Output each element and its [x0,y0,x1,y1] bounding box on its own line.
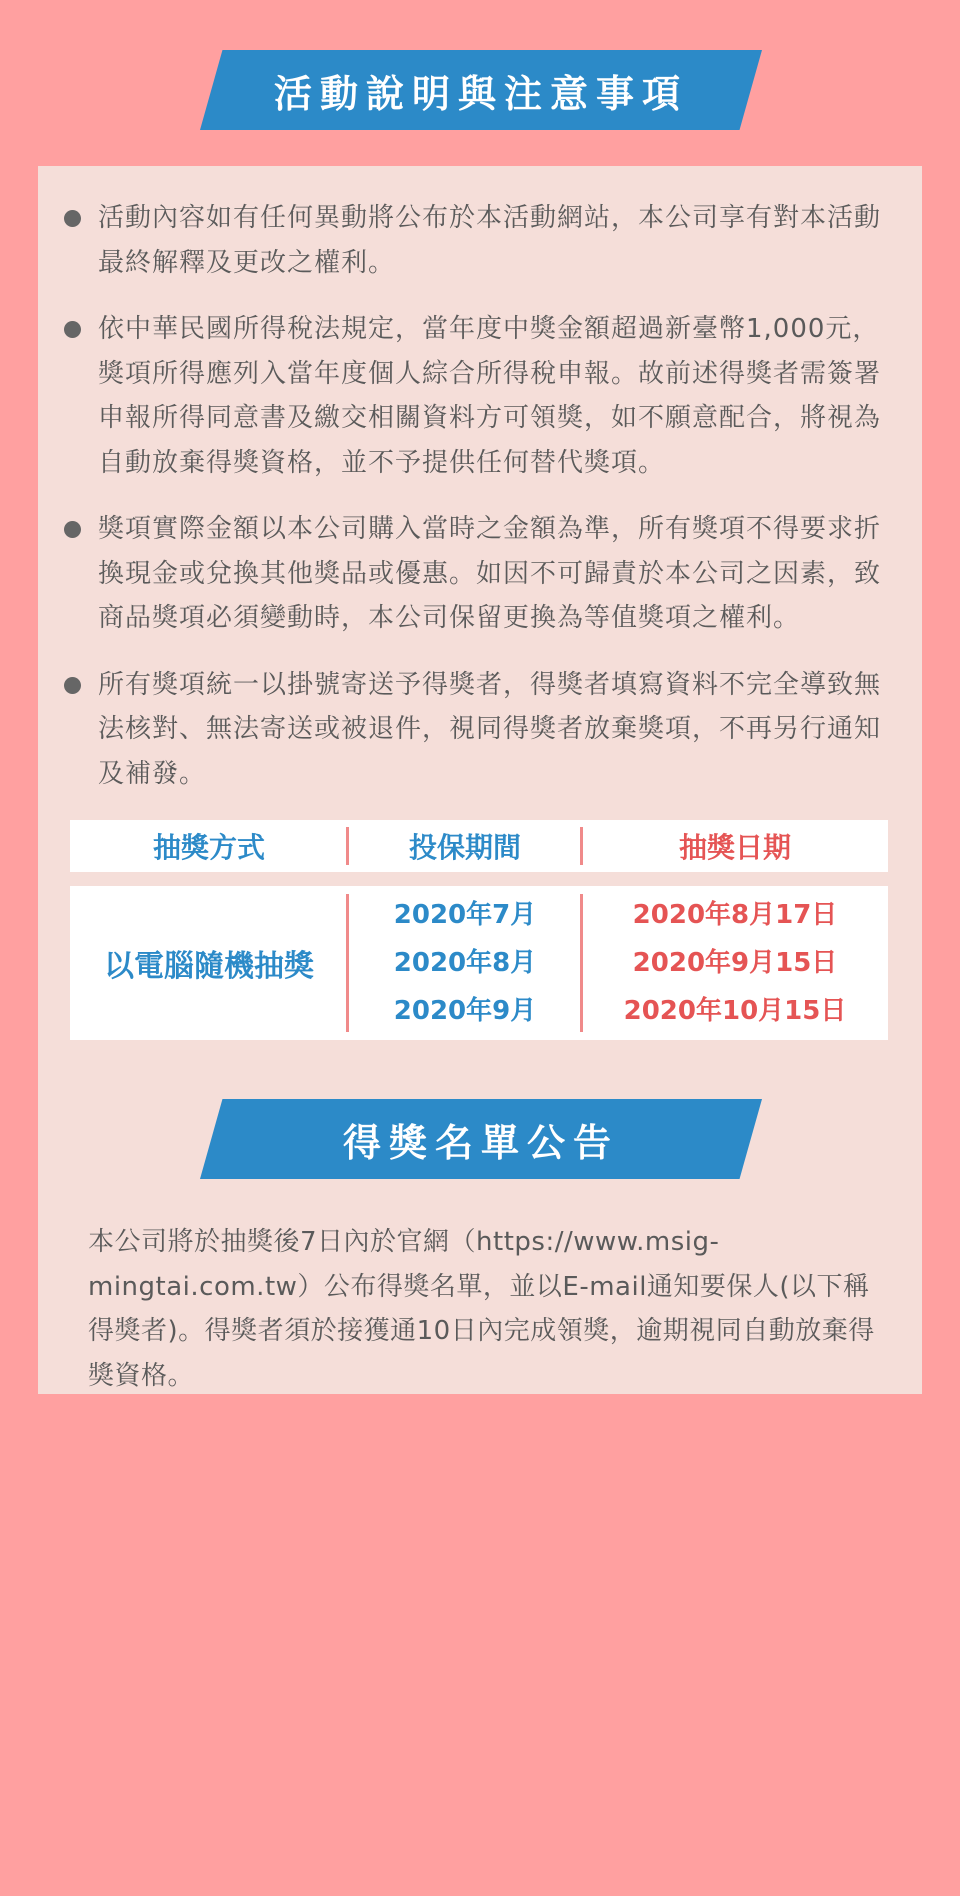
schedule-table-body [70,886,888,1040]
period-value: 2020年8月 [393,948,537,978]
note-text: 所有獎項統一以掛號寄送予得獎者，得獎者填寫資料不完全導致無法核對、無法寄送或被退件，視同得獎者放棄獎項，不再另行通知及補發。 [98,669,882,789]
section-title: 得獎名單公告 [342,1120,619,1165]
list-item [38,196,922,285]
bullet-icon [64,521,81,538]
note-text: 獎項實際金額以本公司購入當時之金額為準，所有獎項不得要求折換現金或兌換其他獎品或優惠。如因不可歸責於本公司之因素，致商品獎項必須變動時，本公司保留更換為等值獎項之權利。 [98,514,882,633]
list-item [38,663,922,797]
note-text: 依中華民國所得稅法規定，當年度中獎金額超過新臺幣1,000元，獎項所得應列入當年度個人綜合所得稅申報。故前述得獎者需簽署申報所得同意書及繳交相關資料方可領獎，如不願意配合，將視為自動放棄得獎資格，並不予提供任何替代獎項。 [98,314,882,478]
period-value: 2020年7月 [393,900,537,930]
bullet-icon [64,210,81,227]
period-column [348,886,582,1040]
section-banner-winners [200,1099,762,1179]
header-method: 抽獎方式 [152,831,265,864]
draw-date-column [582,886,888,1040]
draw-method: 以電腦隨機抽獎 [104,949,314,984]
winner-announcement-text: 本公司將於抽獎後7日內於官網（https://www.msig-mingtai.com.tw）公布得獎名單，並以E-mail通知要保人(以下稱得獎者)。得獎者須於接獲通10日內完成領獎，逾期視同自動放棄得獎資格。 [88,1227,875,1391]
section-banner-rules [200,50,762,130]
header-period: 投保期間 [408,831,521,864]
list-item [38,507,922,641]
list-item [38,307,922,485]
header-draw-date: 抽獎日期 [678,831,791,864]
note-text: 活動內容如有任何異動將公布於本活動網站，本公司享有對本活動最終解釋及更改之權利。 [98,203,882,278]
period-value: 2020年9月 [393,996,537,1026]
schedule-table-header [70,820,888,872]
section-title: 活動說明與注意事項 [273,71,688,116]
content-panel [38,166,922,1394]
draw-date-value: 2020年9月15日 [632,948,838,978]
draw-date-value: 2020年10月15日 [623,996,847,1026]
draw-date-value: 2020年8月17日 [632,900,838,930]
bullet-icon [64,321,81,338]
bullet-icon [64,677,81,694]
notes-list [38,196,922,818]
